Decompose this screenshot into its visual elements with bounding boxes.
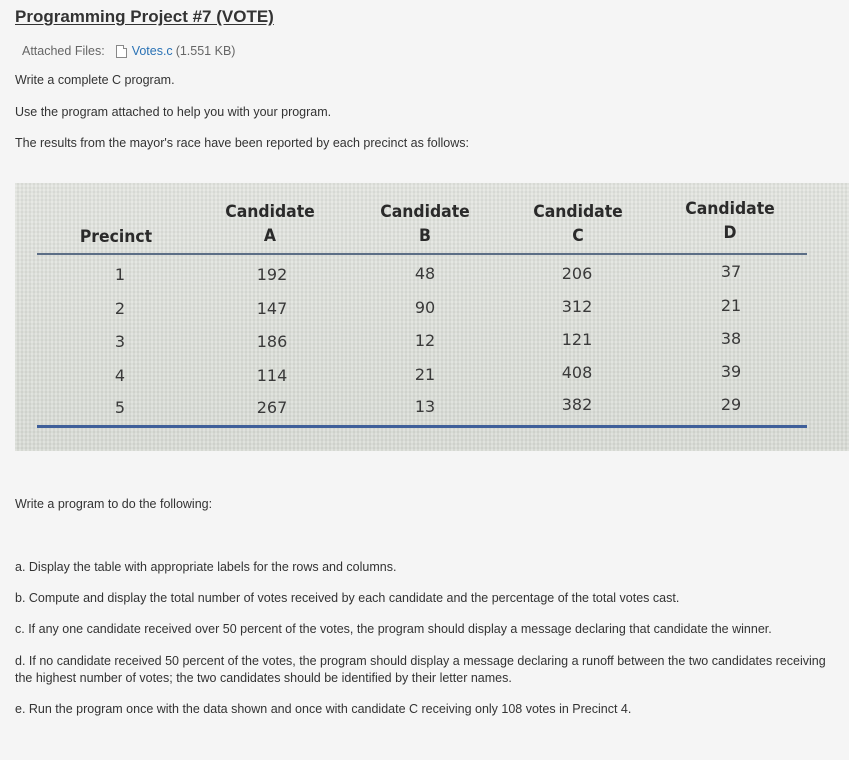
file-size: (1.551 KB): [175, 44, 236, 58]
table-cell-b: 90: [414, 298, 436, 317]
table-cell-d: 21: [720, 296, 742, 315]
vote-results-table: [15, 183, 849, 451]
table-cell-c: 312: [561, 297, 593, 316]
instruction-b: b. Compute and display the total number of votes received by each candidate and the percentage of the total votes cast.: [15, 591, 680, 605]
table-cell-precinct: 4: [114, 366, 126, 385]
header-candidate-c-line1: Candidate: [533, 202, 623, 222]
header-candidate-c-line2: C: [572, 226, 584, 246]
intro-line-2: Use the program attached to help you with your program.: [15, 105, 332, 119]
header-candidate-b: [374, 200, 475, 248]
table-cell-b: 12: [414, 331, 436, 350]
page-title: Programming Project #7 (VOTE): [15, 7, 274, 26]
header-candidate-a: [219, 200, 320, 248]
intro-line-1: Write a complete C program.: [15, 73, 175, 87]
header-candidate-b-line1: Candidate: [380, 202, 470, 222]
votes-file-link[interactable]: Votes.c: [131, 44, 173, 58]
table-cell-d: 38: [720, 329, 742, 348]
header-candidate-d-line2: D: [723, 223, 737, 243]
header-divider: [37, 253, 807, 255]
table-cell-precinct: 5: [114, 398, 126, 417]
instruction-e: e. Run the program once with the data shown and once with candidate C receiving only 108 votes in Precinct 4.: [15, 702, 632, 716]
instruction-d: d. If no candidate received 50 percent of the votes, the program should display a message declaring a runoff between the two candidates receiving the highest number of votes; the two candidates should be identified by their letter names.: [15, 654, 826, 685]
table-cell-precinct: 2: [114, 299, 126, 318]
header-candidate-d: [679, 197, 780, 245]
table-cell-a: 186: [256, 332, 288, 351]
table-cell-precinct: 1: [114, 265, 126, 284]
header-candidate-b-line2: B: [419, 226, 431, 246]
attached-files: [22, 44, 235, 58]
table-cell-a: 114: [256, 366, 288, 385]
table-cell-a: 192: [256, 265, 288, 284]
header-precinct: Precinct: [79, 227, 153, 247]
intro-line-3: The results from the mayor's race have been reported by each precinct as follows:: [15, 136, 469, 150]
table-cell-d: 29: [720, 395, 742, 414]
instructions-heading: Write a program to do the following:: [15, 497, 213, 511]
table-cell-b: 21: [414, 365, 436, 384]
table-cell-c: 382: [561, 395, 593, 414]
table-bottom-rule: [37, 425, 807, 428]
table-cell-b: 48: [414, 264, 436, 283]
instruction-c: c. If any one candidate received over 50 percent of the votes, the program should display a message declaring that candidate the winner.: [15, 622, 772, 636]
table-cell-c: 206: [561, 264, 593, 283]
header-candidate-a-line2: A: [263, 226, 277, 246]
header-candidate-d-line1: Candidate: [685, 199, 775, 219]
table-cell-c: 121: [561, 330, 593, 349]
file-icon: [116, 45, 127, 58]
table-cell-b: 13: [414, 397, 436, 416]
table-cell-precinct: 3: [114, 332, 126, 351]
attached-files-label: Attached Files:: [22, 44, 105, 58]
table-cell-a: 147: [256, 299, 288, 318]
header-candidate-a-line1: Candidate: [225, 202, 315, 222]
table-cell-d: 39: [720, 362, 742, 381]
header-candidate-c: [527, 200, 628, 248]
table-cell-d: 37: [720, 262, 742, 281]
instruction-a: a. Display the table with appropriate labels for the rows and columns.: [15, 560, 397, 574]
table-cell-c: 408: [561, 363, 593, 382]
table-cell-a: 267: [256, 398, 288, 417]
